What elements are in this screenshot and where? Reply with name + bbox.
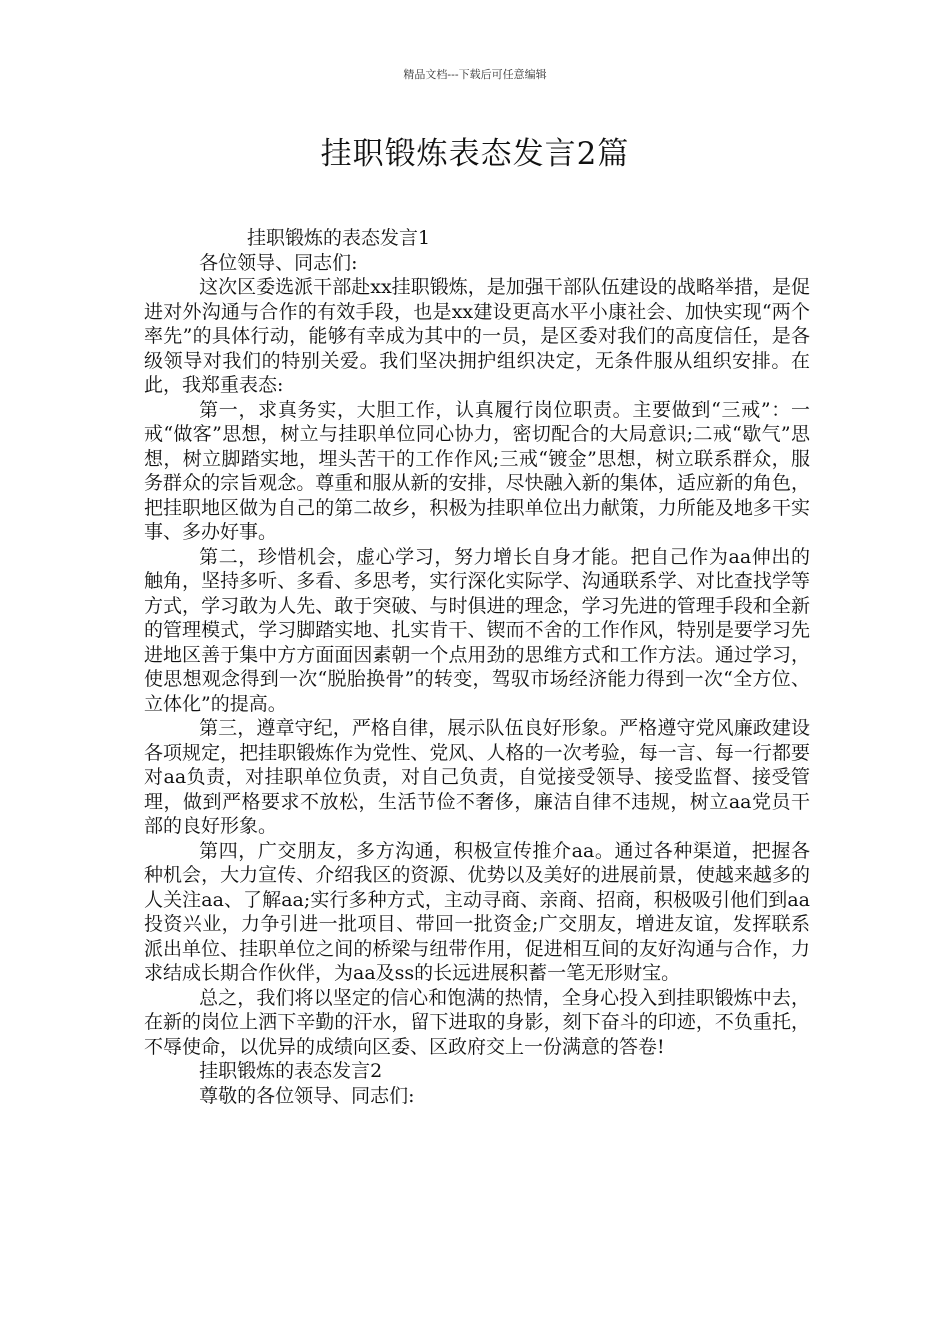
- section-2-salutation: 尊敬的各位领导、同志们:: [199, 1084, 415, 1107]
- document-title: 挂职锻炼表态发言2篇: [320, 136, 630, 172]
- paragraph: 第一，求真务实，大胆工作，认真履行岗位职责。主要做到“三戒”：一戒“做客”思想，树立与挂职单位同心协力，密切配合的大局意识;二戒“歇气”思想，树立脚踏实地，埋头苦干的工作作风;三戒“镀金”思想，树立联系群众，服务群众的宗旨观念。尊重和服从新的安排，尽快融入新的集体，适应新的角色，把挂职地区做为自己的第二故乡，积极为挂职单位出力献策，力所能及地多干实事、多办好事。: [144, 398, 810, 543]
- paragraph: 第二，珍惜机会，虚心学习，努力增长自身才能。把自己作为aa伸出的触角，坚持多听、多看、多思考，实行深化实际学、沟通联系学、对比查找学等方式，学习敢为人先、敢于突破、与时俱进的理念，学习先进的管理手段和全新的管理模式，学习脚踏实地、扎实肯干、锲而不舍的工作作风，特别是要学习先进地区善于集中方方面面因素朝一个点用劲的思维方式和工作方法。通过学习，使思想观念得到一次“脱胎换骨”的转变，驾驭市场经济能力得到一次“全方位、立体化”的提高。: [144, 545, 810, 715]
- paragraph: 第四，广交朋友，多方沟通，积极宣传推介aa。通过各种渠道，把握各种机会，大力宣传、介绍我区的资源、优势以及美好的进展前景，使越来越多的人关注aa、了解aa;实行多种方式，主动寻商、亲商、招商，积极吸引他们到aa投资兴业，力争引进一批项目、带回一批资金;广交朋友，增进友谊，发挥联系派出单位、挂职单位之间的桥梁与纽带作用，促进相互间的友好沟通与合作，力求结成长期合作伙伴，为aa及ss的长远进展积蓄一笔无形财宝。: [144, 839, 810, 984]
- paragraph: 总之，我们将以坚定的信心和饱满的热情，全身心投入到挂职锻炼中去，在新的岗位上洒下辛勤的汗水，留下进取的身影，刻下奋斗的印迹，不负重托，不辱使命，以优异的成绩向区委、区政府交上一份满意的答卷!: [144, 986, 810, 1058]
- paragraph: 第三，遵章守纪，严格自律，展示队伍良好形象。严格遵守党风廉政建设各项规定，把挂职锻炼作为党性、党风、人格的一次考验，每一言、每一行都要对aa负责，对挂职单位负责，对自己负责，自觉接受领导、接受监督、接受管理，做到严格要求不放松，生活节俭不奢侈，廉洁自律不违规，树立aa党员干部的良好形象。: [144, 717, 810, 837]
- section-1-heading: 挂职锻炼的表态发言1: [247, 227, 431, 249]
- section-2-heading: 挂职锻炼的表态发言2: [199, 1060, 383, 1082]
- document-body: [144, 226, 810, 1108]
- page-header-note: 精品文档---下载后可任意编辑: [403, 68, 547, 81]
- section-1-salutation: 各位领导、同志们:: [199, 251, 358, 274]
- paragraph: 这次区委选派干部赴xx挂职锻炼，是加强干部队伍建设的战略举措，是促进对外沟通与合作的有效手段，也是xx建设更高水平小康社会、加快实现“两个率先”的具体行动，能够有幸成为其中的一员，是区委对我们的高度信任，是各级领导对我们的特别关爱。我们坚决拥护组织决定，无条件服从组织安排。在此，我郑重表态:: [144, 276, 810, 396]
